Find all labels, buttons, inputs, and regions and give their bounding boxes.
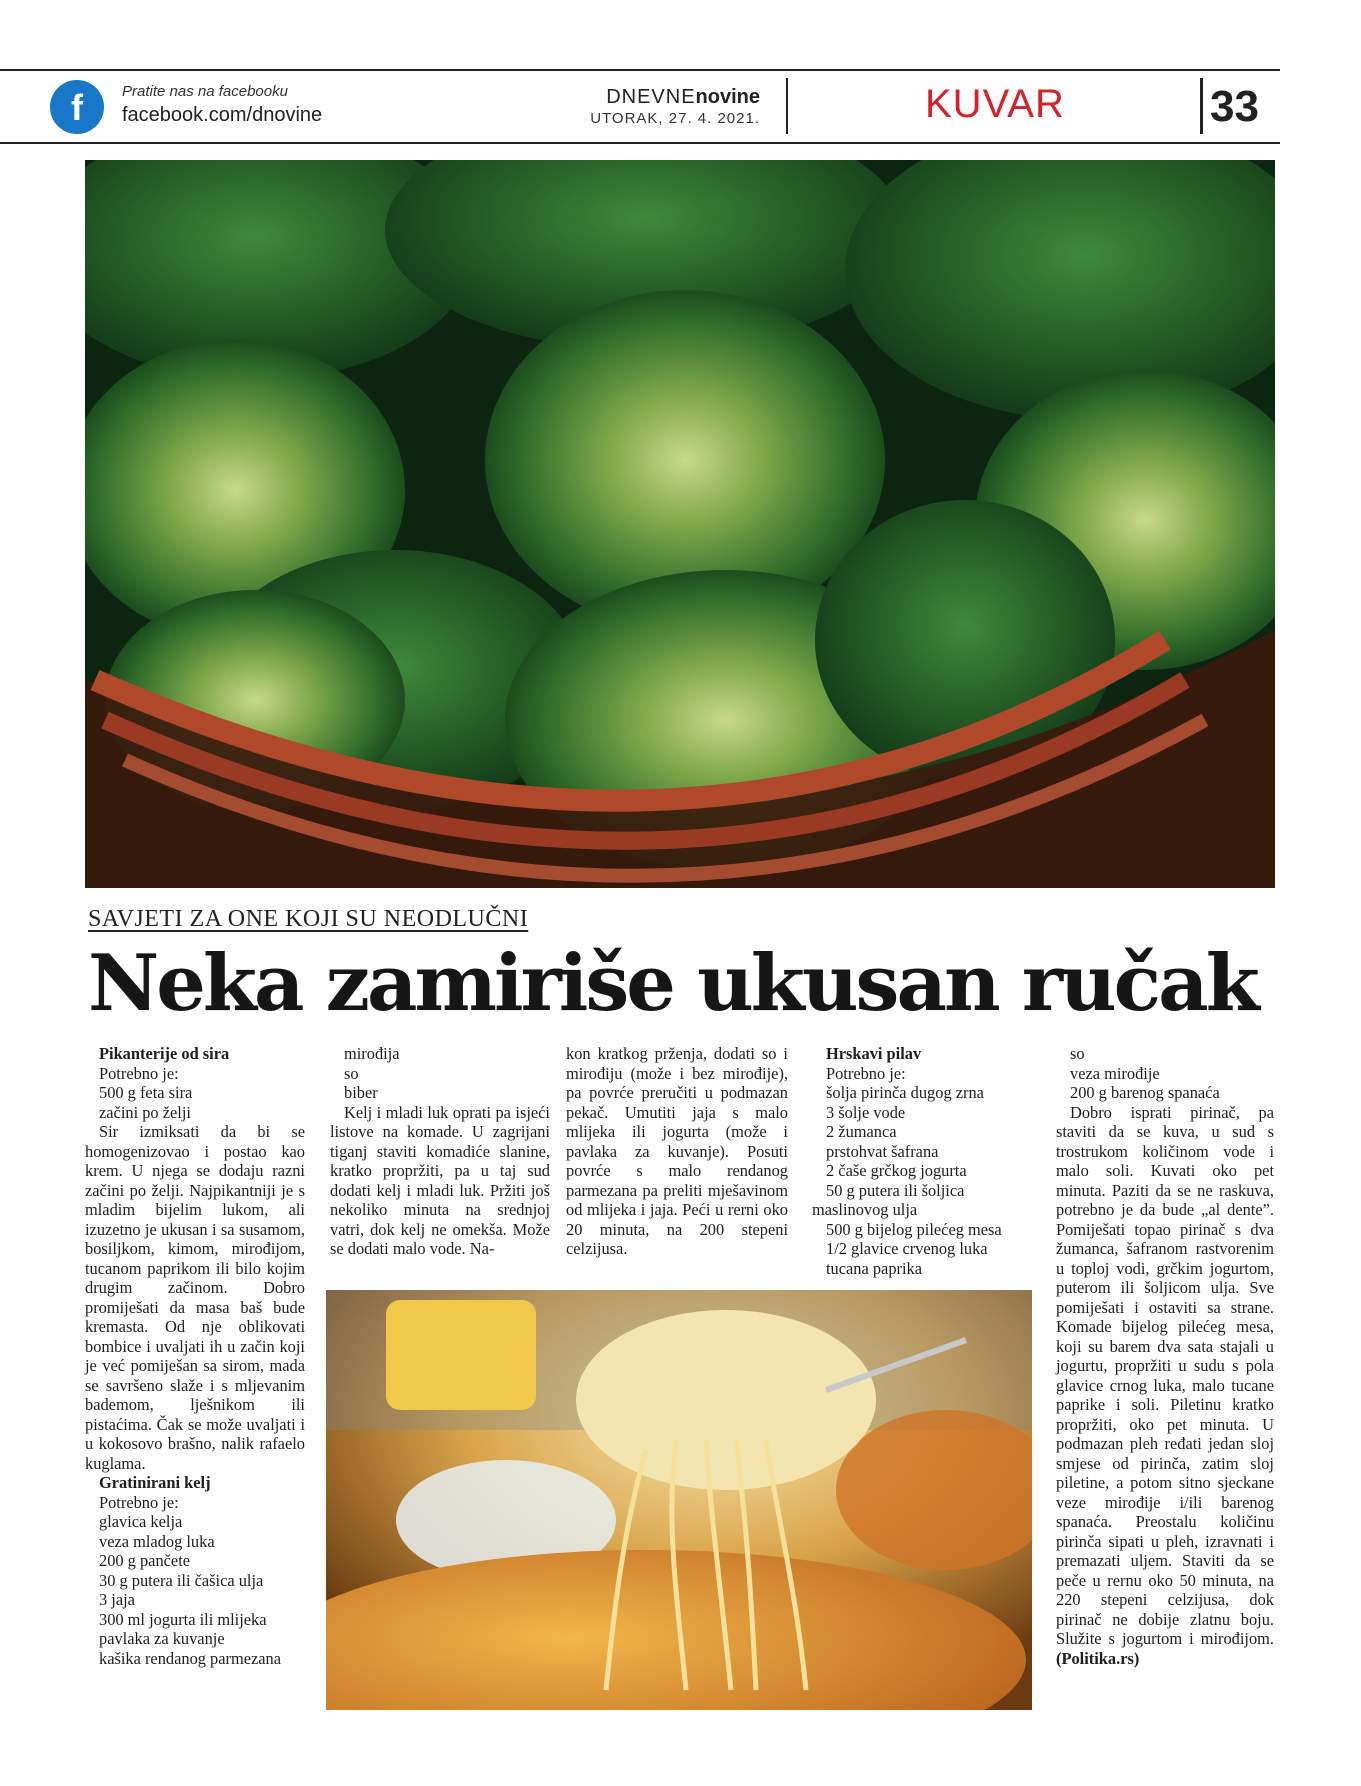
recipe-text: Dobro isprati pirinač, pa staviti da se kuva, u sud s trostrukom količinom vode i malo soli. Kuvati oko pet minuta. Paziti da se ne raskuva, potrebno je da bude „al dente”. Pomiješati topao pirinač s dva žumanca, šafranom rastvorenim u toploj vodi, grčkim jogurtom, puterom ili šoljicom ulja. Sve pomiješati i ostaviti sa strane. Komade bijelog pilećeg mesa, koji su barem dva sata stajali u jogurtu, propržiti u sudu s pola glavice crnog luka, malo tucane paprike i soli. Piletinu kratko propržiti, oko pet minuta. U podmazan pleh ređati jedan sloj smjese od pirinča, zatim sloj piletine, a potom sitno sjeckane veze mirođije i/ili barenog spanaća. Preostalu količinu pirinča sipati u pleh, izravnati i premazati uljem. Staviti da se peče u rernu oko 50 minuta, na 220 stepeni celzijusa, dok pirinač ne dobije zlatnu boju. Služite s jogurtom i mirođijom. (1056, 1102, 1274, 1648)
ingredient: 300 ml jogurta ili mlijeka (99, 1609, 267, 1629)
header-bottom-rule (0, 142, 1280, 144)
brand-light: DNEVNE (606, 86, 696, 108)
ingredient: glavica kelja (99, 1512, 183, 1531)
ingredient: 2 žumanca (826, 1122, 897, 1141)
ingredient: začini po želji (99, 1102, 191, 1122)
recipe-title: Gratinirani kelj (99, 1473, 211, 1492)
cabbage-basket-photo (85, 160, 1275, 888)
needed-label: Potrebno je: (826, 1063, 906, 1083)
ingredient: biber (344, 1083, 378, 1102)
facebook-prompt: Pratite nas na facebooku (122, 83, 288, 100)
facebook-icon[interactable]: f (50, 80, 104, 134)
ingredient: pavlaka za kuvanje (99, 1629, 225, 1648)
cheesy-gratin-photo (326, 1290, 1032, 1710)
ingredient: 200 g pančete (99, 1551, 191, 1570)
article-column-2 (330, 1044, 550, 1259)
ingredient: so (344, 1063, 359, 1083)
ingredient: 30 g putera ili čašica ulja (99, 1570, 264, 1590)
recipe-title: Hrskavi pilav (826, 1044, 922, 1063)
header-top-rule (0, 69, 1280, 71)
ingredient: veza mirođije (1070, 1063, 1160, 1083)
ingredient: mirođija (344, 1044, 400, 1063)
brand-bold: novine (695, 86, 760, 108)
page-number-divider (1200, 78, 1203, 134)
ingredient: prstohvat šafrana (826, 1141, 939, 1161)
article-kicker: SAVJETI ZA ONE KOJI SU NEODLUČNI (88, 906, 529, 932)
ingredient: veza mladog luka (99, 1531, 215, 1551)
ingredient: tucana paprika (826, 1258, 923, 1278)
header-divider (786, 78, 788, 134)
ingredient: 500 g bijelog pilećeg mesa (826, 1219, 1002, 1239)
newspaper-brand (560, 86, 760, 109)
recipe-instructions: Kelj i mladi luk oprati pa isjeći listove na komade. U zagrijani tiganj staviti komadiće slanine, kratko propržiti, pa u taj sud dodati kelj i mladi luk. Pržiti još nekoliko minuta na srednjoj vatri, dok kelj ne omekša. Može se dodati malo vode. Na- (330, 1102, 550, 1258)
recipe-instructions (1056, 1103, 1274, 1669)
ingredient: 3 jaja (99, 1590, 135, 1609)
ingredient: šolja pirinča dugog zrna (826, 1083, 984, 1102)
ingredient: kašika rendanog parmezana (99, 1648, 282, 1668)
ingredient: 500 g feta sira (99, 1083, 193, 1102)
article-column-1 (85, 1044, 305, 1668)
needed-label: Potrebno je: (99, 1063, 179, 1083)
ingredient: 1/2 glavice crvenog luka (826, 1239, 988, 1258)
article-column-5 (1056, 1044, 1274, 1668)
recipe-instructions: kon kratkog prženja, dodati so i mirođiju (može i bez mirođije), pa povrće preručiti u podmazan pekač. Umutiti jaja s malo mlijeka ili jogurta (može i pavlaka za kuvanje). Posuti povrće s malo rendanog parmezana pa preliti mješavinom od mlijeka i jaja. Peći u rerni oko 20 minuta, na 200 stepeni celzijusa. (566, 1044, 788, 1258)
page-number: 33 (1210, 82, 1259, 131)
issue-date: UTORAK, 27. 4. 2021. (590, 110, 760, 127)
article-column-4 (812, 1044, 1032, 1278)
article-source: (Politika.rs) (1056, 1648, 1140, 1668)
article-column-3 (566, 1044, 788, 1259)
recipe-title: Pikanterije od sira (99, 1044, 230, 1063)
recipe-instructions: Sir izmiksati da bi se homogenizovao i postao kao krem. U njega se dodaju razni začini po želji. Najpikantniji je s mladim bijelim lukom, ali izuzetno je ukusan i sa susamom, bosiljkom, kimom, mirođijom, tucanom paprikom ili bilo kojim drugim začinom. Dobro promiješati da masa baš bude kremasta. Od nje oblikovati bombice i uvaljati ih u začin koji je već pomiješan sa sirom, mada se savršeno slaže i s mljevanim bademom, lješnikom ili pistaćima. Čak se može uvaljati i u kokosovo brašno, nalik rafaelo kuglama. (85, 1122, 305, 1473)
ingredient: 50 g putera ili šoljica maslinovog ulja (812, 1180, 965, 1219)
article-headline: Neka zamiriše ukusan ručak (88, 938, 1257, 1029)
needed-label: Potrebno je: (99, 1492, 179, 1512)
facebook-link[interactable]: facebook.com/dnovine (122, 104, 323, 126)
ingredient: so (1070, 1044, 1085, 1063)
ingredient: 3 šolje vode (826, 1102, 906, 1122)
ingredient: 200 g barenog spanaća (1070, 1083, 1220, 1102)
ingredient: 2 čaše grčkog jogurta (826, 1161, 967, 1180)
section-title: KUVAR (925, 82, 1065, 126)
